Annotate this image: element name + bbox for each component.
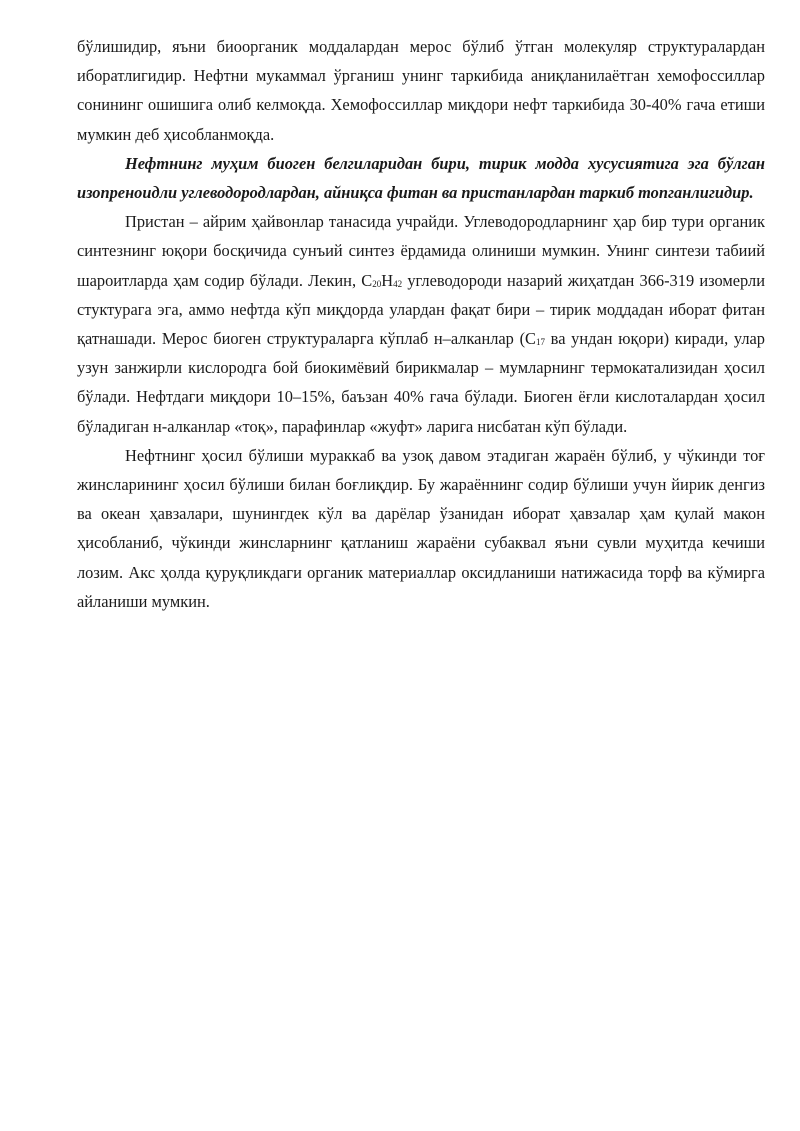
subscript-carbon-count: 20 [372,278,382,289]
text-run: углеводороди назарий жиҳатдан 366-319 изомерли стуктурага эга, аммо нефтда кўп миқдорда улардан фақат бири – тирик моддадан иборат фитан қатнашади. Мерос биоген структураларга кўплаб н–алканлар (C [77,270,765,349]
document-page [77,32,765,616]
text-run: H [381,270,394,290]
paragraph-oil-formation: Нефтнинг ҳосил бўлиши мураккаб ва узоқ давом этадиган жараён бўлиб, у чўкинди тоғ жинсларининг ҳосил бўлиши билан боғлиқдир. Бу жараённинг содир бўлиши учун йирик денгиз ва океан ҳавзалари, шунингдек кўл ва дарёлар ўзанидан иборат ҳавзалар ҳам қулай макон ҳисобланиб, чўкинди жинсларнинг қатланиш жараёни субаквал яъни сувли муҳитда кечиши лозим. Акс ҳолда қуруқликдаги органик материаллар оксидланиши натижасида торф ва кўмирга айланиши мумкин. [77,445,765,611]
text-run: Пристан – айрим ҳайвонлар танасида учрайди. Углеводородларнинг ҳар бир тури органик синтезнинг юқори босқичида сунъий синтез ёрдамида олиниши мумкин. Унинг синтези табиий шароитларда ҳам содир бўлади. Лекин, C [77,212,765,290]
subscript-carbon-count: 17 [535,337,545,348]
text-run: ва ундан юқори) киради, улар узун занжирли кислородга бой биокимёвий бирикмалар – мумларнинг термокатализидан ҳосил бўлади. Нефтдаги миқдори 10–15%, баъзан 40% гача бўлади. Биоген ёғли кислоталардан ҳосил бўладиган н-алканлар «тоқ», парафинлар «жуфт» ларига нисбатан кўп бўлади. [77,329,765,436]
subscript-hydrogen-count: 42 [393,278,403,289]
paragraph-emphasis: Нефтнинг муҳим биоген белгиларидан бири, тирик модда хусусиятига эга бўлган изопреноидли углеводородлардан, айниқса фитан ва пристанлардан таркиб топганлигидир. [77,153,765,203]
paragraph-pristane [77,207,765,441]
paragraph-continuation: бўлишидир, яъни биоорганик моддалардан мерос бўлиб ўтган молекуляр структуралардан иборатлигидир. Нефтни мукаммал ўрганиш унинг таркибида аниқланилаётган хемофоссиллар сонининг ошишига олиб келмоқда. Хемофоссиллар миқдори нефт таркибида 30-40% гача етиши мумкин деб ҳисобланмоқда. [77,37,765,144]
